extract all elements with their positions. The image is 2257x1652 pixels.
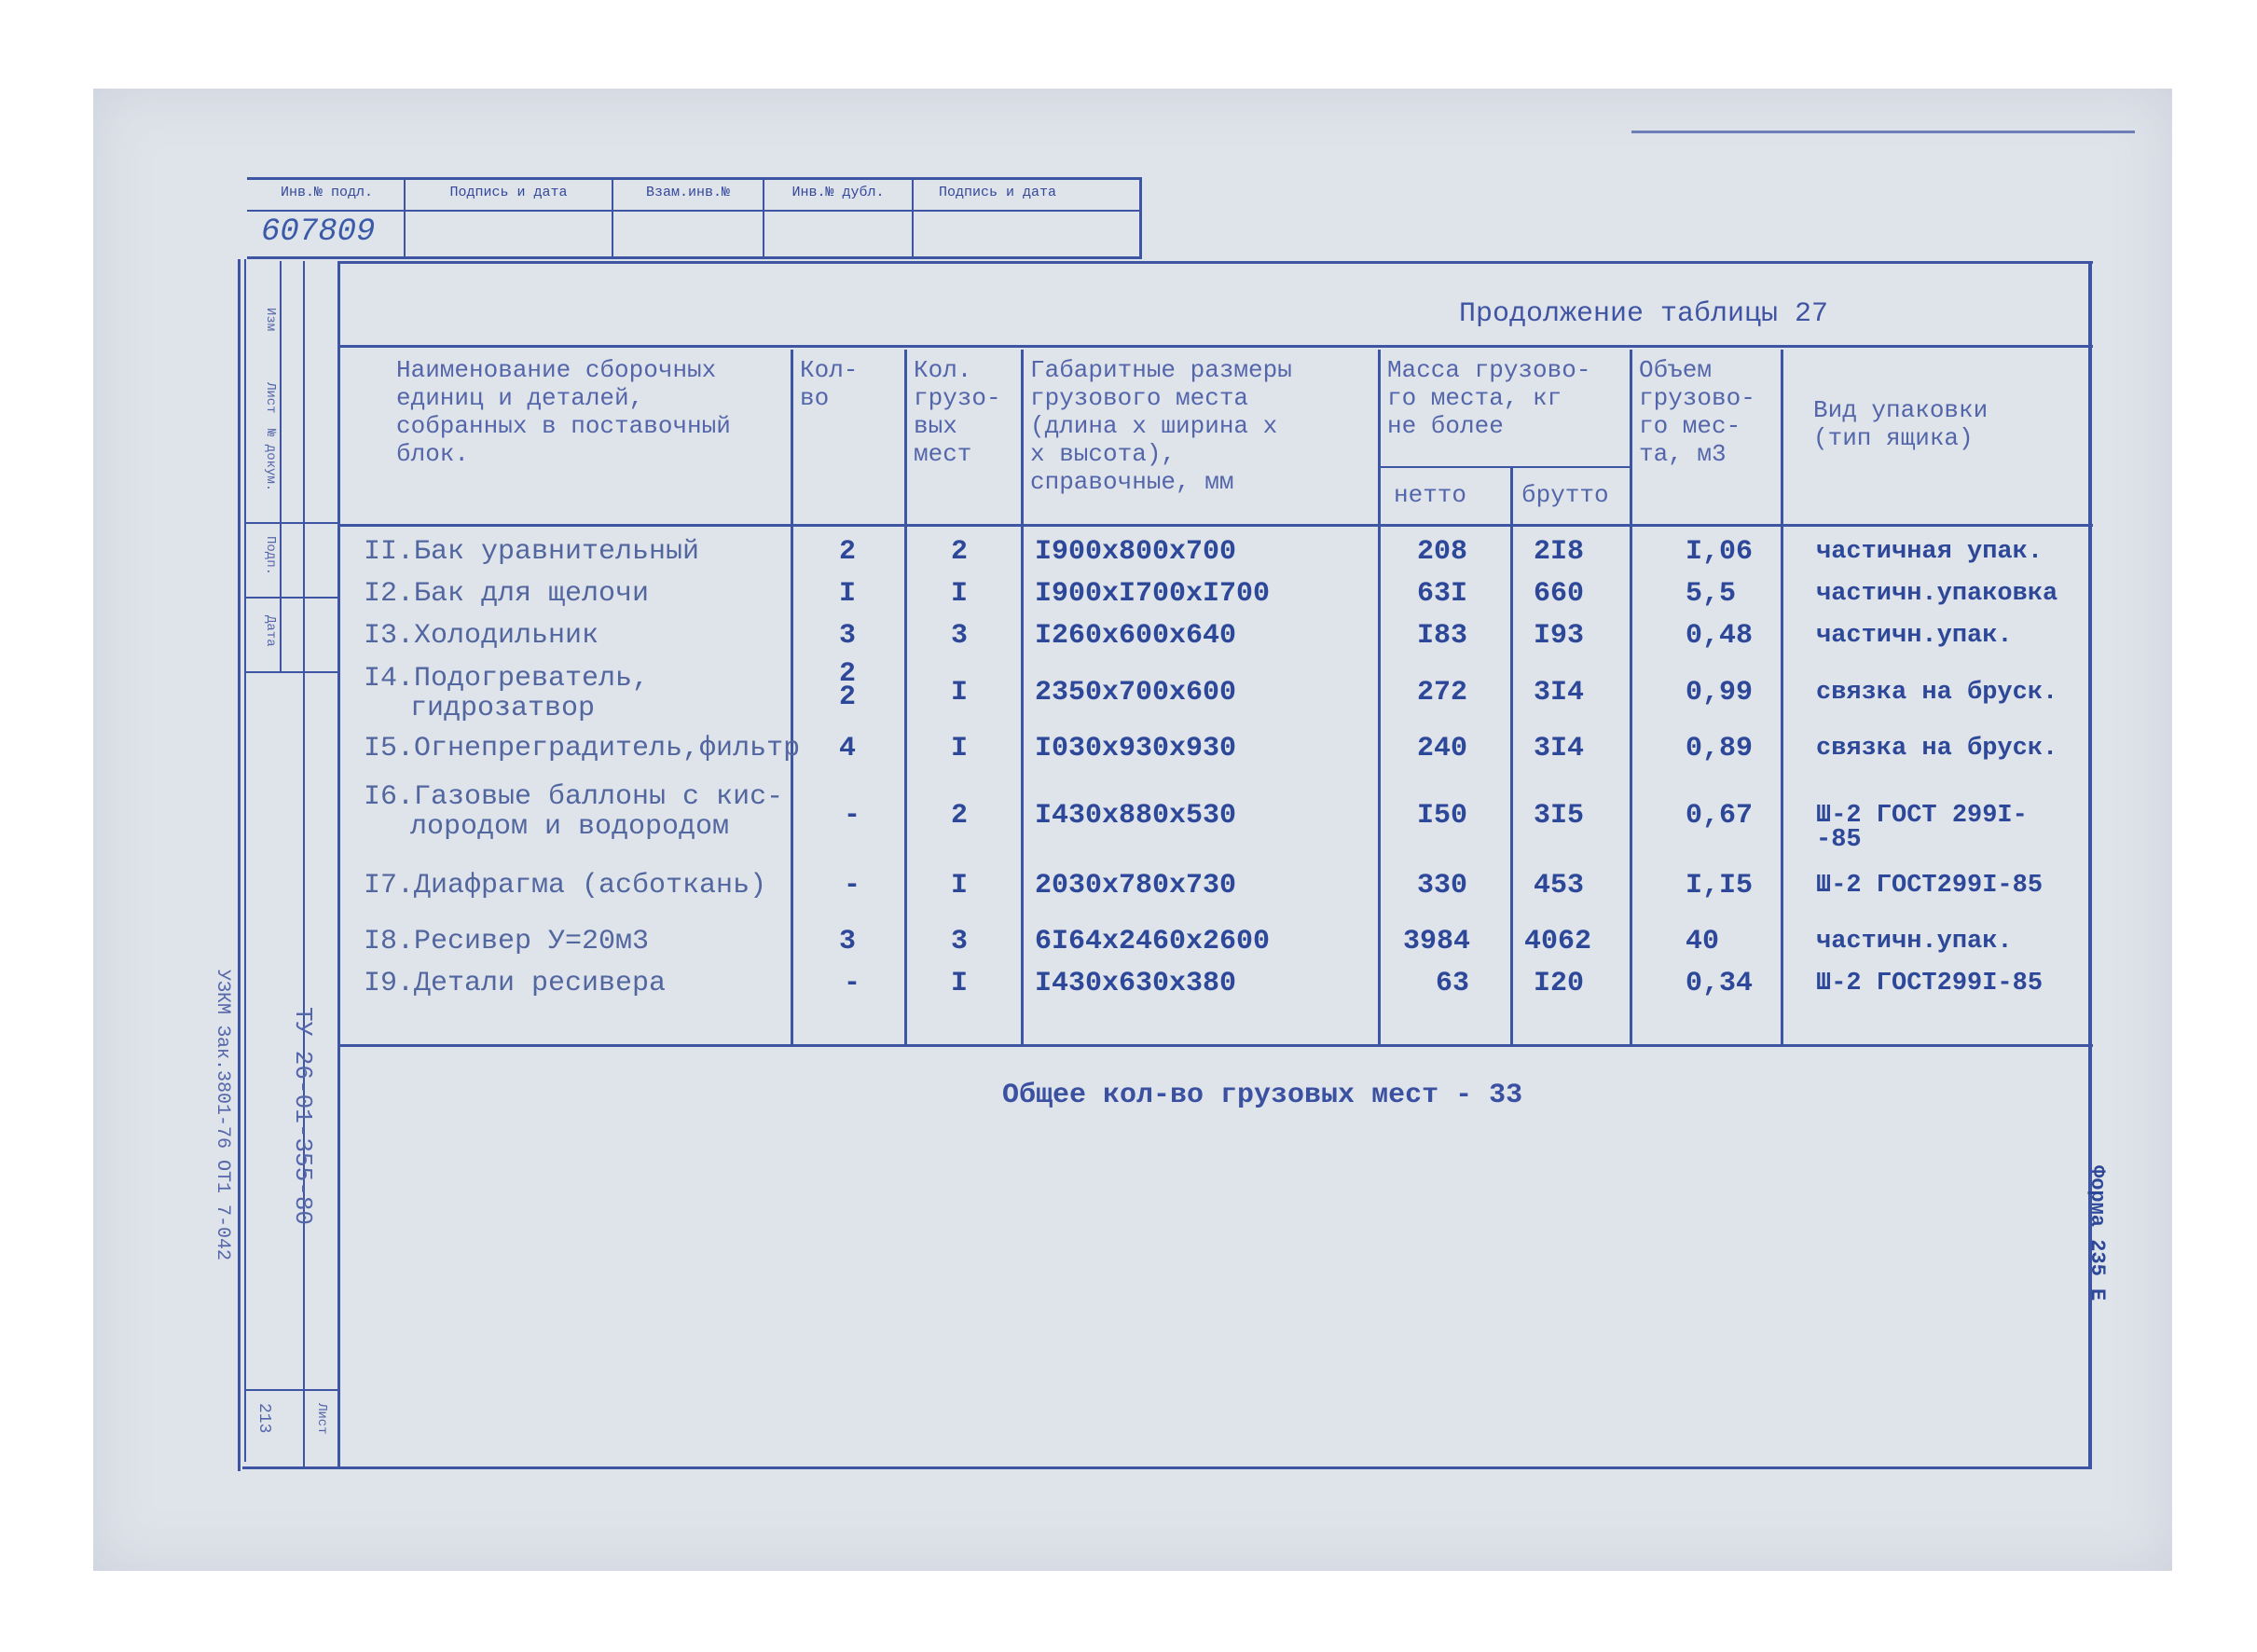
stamp-header-inv-dubl: Инв.№ дубл. <box>791 185 885 200</box>
side-label-list: Лист <box>263 382 278 414</box>
stamp-header-signature-date-2: Подпись и дата <box>938 185 1057 200</box>
document-code: ТУ 26-01-355-80 <box>289 1007 317 1226</box>
header-net: нетто <box>1394 481 1467 509</box>
header-volume: Объем грузово- го мес- та, м3 <box>1639 356 1755 468</box>
table-caption: Продолжение таблицы 27 <box>1459 298 1829 330</box>
table-row: I9.Детали ресивера - I I430x630x380 63 I20 0,34 Ш-2 ГОСТ299I-85 <box>364 968 2044 999</box>
total-places: Общее кол-во грузовых мест - 33 <box>1002 1080 1523 1111</box>
header-name: Наименование сборочных единиц и деталей, собранных в поставочный блок. <box>396 356 731 468</box>
sheet-label: Лист <box>314 1403 329 1435</box>
header-places: Кол. грузо- вых мест <box>914 356 1001 468</box>
table-row: I7.Диафрагма (асботкань) - I 2030x780x730 330 453 I,I5 Ш-2 ГОСТ299I-85 <box>364 870 2044 902</box>
print-info: УЗКМ Зак.3801-76 ОТ1 7-042 <box>212 970 233 1261</box>
header-dims: Габаритные размеры грузового места (длина х ширина х х высота), справочные, мм <box>1030 356 1292 496</box>
table-row: I8.Ресивер У=20м3 3 3 6I64x2460x2600 3984 4062 40 частичн.упак. <box>364 926 2013 957</box>
side-label-podp: Подп. <box>263 536 278 576</box>
side-label-data: Дата <box>263 615 278 647</box>
header-mass: Масса грузово- го места, кг не более <box>1387 356 1591 440</box>
header-qty: Кол- во <box>800 356 859 412</box>
stamp-header-vzam-inv: Взам.инв.№ <box>645 185 730 200</box>
table-row: II.Бак уравнительный 2 2 I900x800x700 208 2I8 I,06 частичная упак. <box>364 536 2044 568</box>
side-label-doc: № докум. <box>263 429 278 492</box>
table-row: I3.Холодильник 3 3 I260x600x640 I83 I93 0,48 частичн.упак. <box>364 620 2013 652</box>
header-gross: брутто <box>1521 481 1609 509</box>
form-note: Форма 235 Е <box>2085 1165 2109 1301</box>
table-row: I2.Бак для щелочи I I I900xI700xI700 63I 660 5,5 частичн.упаковка <box>364 578 2058 610</box>
stamp-header-signature-date: Подпись и дата <box>449 185 568 200</box>
sheet-number: 213 <box>255 1403 273 1434</box>
table-row: I5.Огнепреградитель,фильтр 4 I I030x930x930 240 3I4 0,89 связка на бруск. <box>364 733 2058 764</box>
table-row: I4.Подогреватель, гидрозатвор 2 2 I 2350x700x600 272 3I4 0,99 связка на бруск. <box>364 658 2058 724</box>
header-pack: Вид упаковки (тип ящика) <box>1813 396 1989 452</box>
stamp-header-inv-podl: Инв.№ подл. <box>280 185 374 200</box>
table-row: I6.Газовые баллоны с кис- лородом и водородом - 2 I430x880x530 I50 3I5 0,67 Ш-2 ГОСТ 299I- -85 <box>364 781 2028 854</box>
side-label-izm: Изм <box>263 308 278 332</box>
inv-number: 607809 <box>261 214 376 250</box>
